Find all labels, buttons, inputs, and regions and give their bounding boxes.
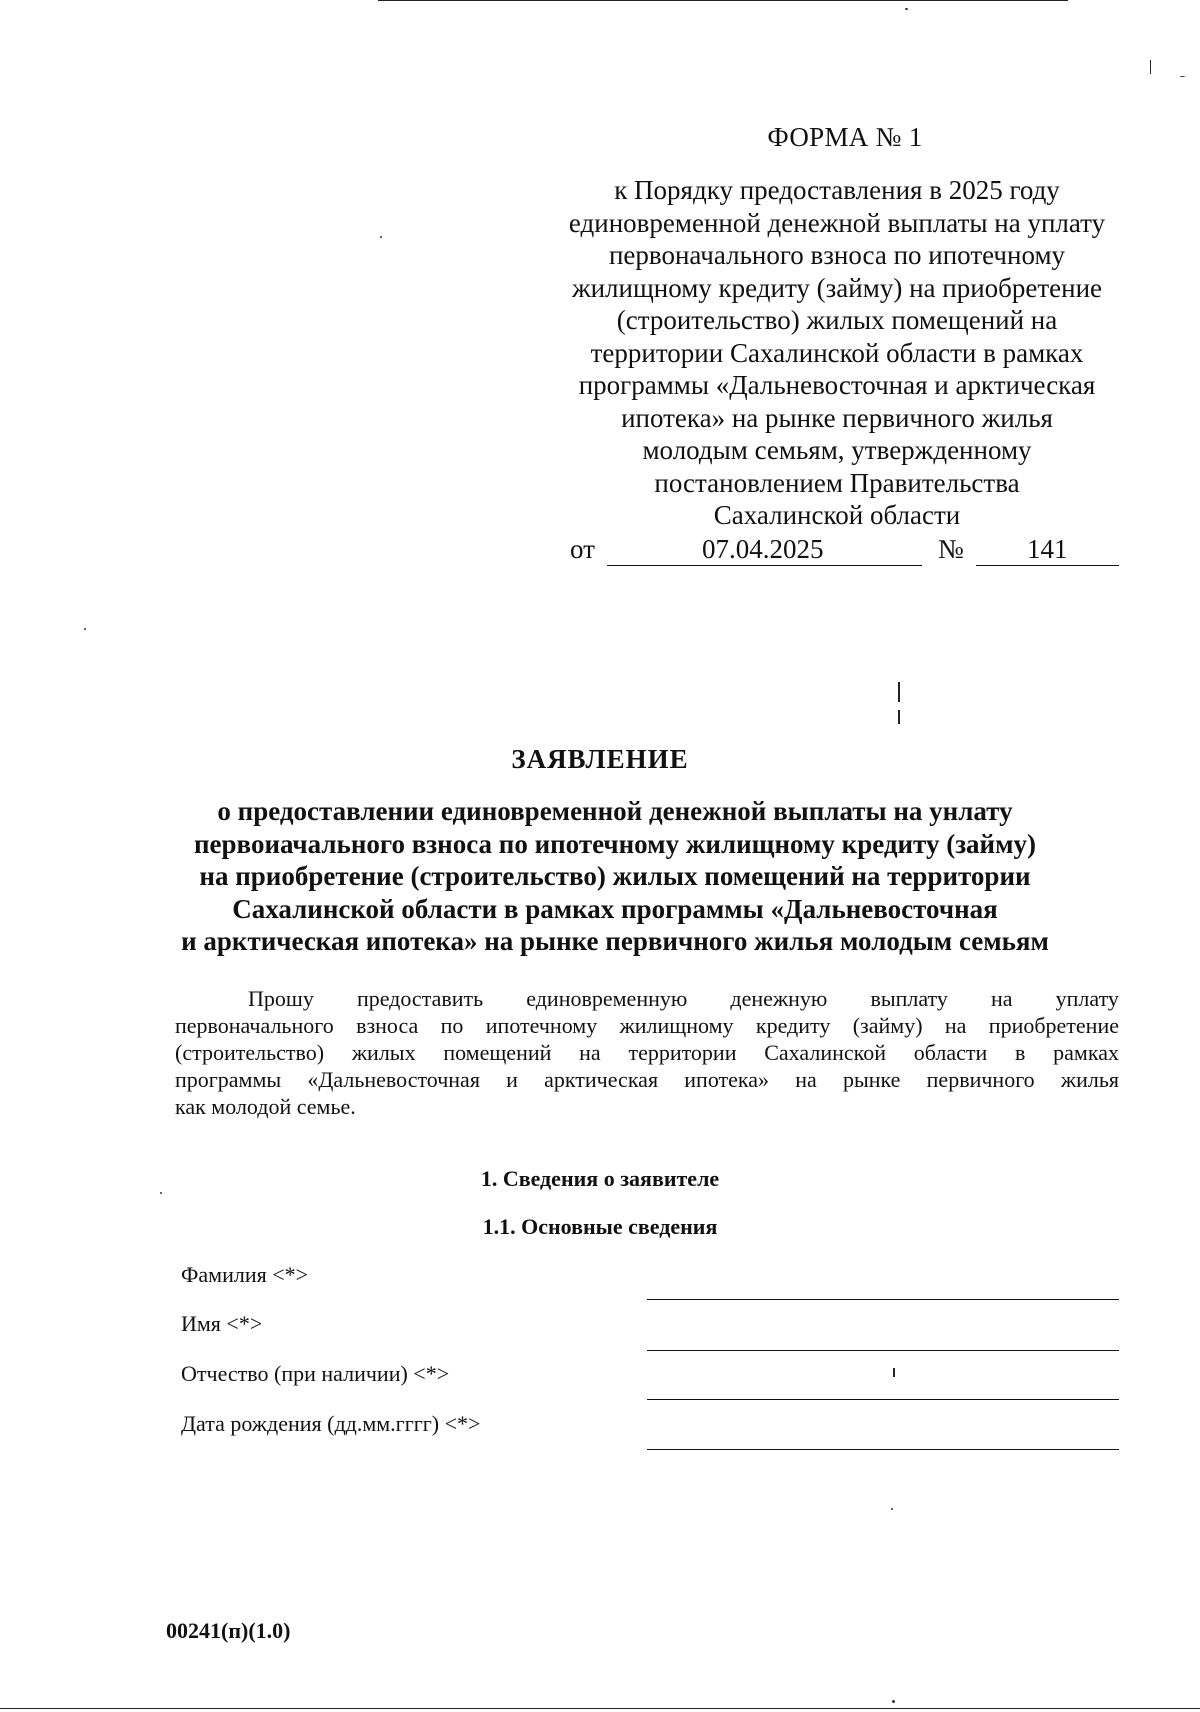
form-reference-line: Сахалинской области	[713, 500, 961, 530]
paragraph-line	[175, 1066, 1119, 1093]
form-code: 00241(п)(1.0)	[166, 1618, 291, 1643]
decree-number: 141	[1027, 534, 1068, 564]
number-underline	[976, 565, 1119, 566]
first-name-field[interactable]	[647, 1350, 1119, 1351]
paragraph-word: уплату	[1055, 986, 1119, 1011]
section-basic-info: 1.1. Основные сведения	[482, 1214, 718, 1239]
application-subtitle	[170, 795, 1060, 958]
form-reference-line: единовременной денежной выплаты на уплату	[568, 207, 1106, 238]
paragraph-word: Прошу	[248, 986, 314, 1011]
paragraph-word: арктическая	[544, 1067, 659, 1092]
paragraph-word: жилья	[1060, 1067, 1119, 1092]
subtitle-line: на приобретение (строительство) жилых помещений на территории	[199, 861, 1031, 891]
form-reference-line: постановлением Правительства	[654, 467, 1020, 498]
paragraph-word: ипотека»	[684, 1067, 770, 1092]
paragraph-word: взноса	[356, 1013, 419, 1038]
paragraph-line	[175, 1012, 1119, 1039]
paragraph-word: предоставить	[356, 986, 484, 1011]
patronymic-label: Отчество (при наличии) <*>	[181, 1361, 450, 1386]
birth-date-label: Дата рождения (дд.мм.гггг) <*>	[181, 1411, 481, 1436]
paragraph-line: как молодой семье.	[175, 1094, 356, 1119]
surname-field[interactable]	[647, 1299, 1119, 1300]
form-reference-line: программы «Дальневосточная и арктическая	[578, 370, 1096, 400]
form-reference-line: ипотека» на рынке первичного жилья	[621, 402, 1053, 433]
paragraph-word: рамках	[1053, 1040, 1119, 1065]
decree-date: 07.04.2025	[702, 534, 824, 564]
subtitle-line: о предоставлении единовременной денежной выплаты на унлату	[217, 796, 1013, 826]
scan-mark	[898, 682, 900, 702]
paragraph-line	[175, 1039, 1119, 1066]
section-applicant-info: 1. Сведения о заявителе	[480, 1166, 720, 1191]
form-reference-text	[548, 174, 1126, 532]
paragraph-word: жилищному	[619, 1013, 734, 1038]
paragraph-word: на	[991, 986, 1013, 1011]
date-underline	[607, 565, 922, 566]
scan-speck	[380, 236, 382, 238]
birth-date-field[interactable]	[647, 1449, 1119, 1450]
date-prefix: от	[570, 534, 595, 564]
paragraph-word: (займу)	[852, 1013, 923, 1038]
form-reference-line: территории Сахалинской области в рамках	[590, 337, 1084, 368]
paragraph-word: первичного	[926, 1067, 1035, 1092]
scan-speck	[905, 8, 908, 10]
paragraph-word: «Дальневосточная	[307, 1067, 480, 1092]
number-prefix: №	[938, 534, 964, 564]
paragraph-word: жилых	[351, 1040, 416, 1065]
request-paragraph	[175, 985, 1119, 1120]
scan-mark	[1150, 60, 1151, 74]
first-name-label: Имя <*>	[181, 1311, 263, 1336]
paragraph-word: кредиту	[755, 1013, 831, 1038]
scan-mark	[898, 710, 900, 724]
paragraph-word: на	[579, 1040, 601, 1065]
subtitle-line: Сахалинской области в рамках программы «Дальневосточная	[232, 893, 998, 924]
paragraph-word: Сахалинской	[764, 1040, 886, 1065]
paragraph-word: единовременную	[526, 986, 688, 1011]
form-reference-line: к Порядку предоставления в 2025 году	[614, 175, 1060, 205]
paragraph-word: рынке	[842, 1067, 901, 1092]
paragraph-word: денежную	[730, 986, 828, 1011]
paragraph-word: области	[913, 1040, 988, 1065]
paragraph-word: приобретение	[988, 1013, 1119, 1038]
paragraph-word: (строительство)	[175, 1040, 325, 1065]
paragraph-word: первоначального	[175, 1013, 334, 1038]
scan-speck	[84, 628, 86, 630]
paragraph-word: и	[506, 1067, 518, 1092]
scan-speck	[892, 1700, 895, 1703]
paragraph-word: ипотечному	[485, 1013, 598, 1038]
scan-speck	[160, 1192, 162, 1194]
application-title: ЗАЯВЛЕНИЕ	[511, 744, 689, 774]
paragraph-word: по	[440, 1013, 464, 1038]
form-reference-line: (строительство) жилых помещений на	[616, 305, 1058, 335]
subtitle-line: и арктическая ипотека» на рынке первичного жилья молодым семьям	[181, 926, 1049, 956]
paragraph-word: программы	[175, 1067, 282, 1092]
paragraph-word: на	[795, 1067, 817, 1092]
form-reference-line: молодым семьям, утвержденному	[642, 435, 1032, 465]
scan-speck	[1180, 76, 1185, 77]
paragraph-word: на	[944, 1013, 967, 1038]
paragraph-word: выплату	[870, 986, 948, 1011]
surname-label: Фамилия <*>	[181, 1262, 309, 1287]
paragraph-word: помещений	[443, 1040, 552, 1065]
bottom-scan-edge	[0, 1708, 1200, 1709]
paragraph-word: в	[1015, 1040, 1026, 1065]
form-reference-line: жилищному кредиту (займу) на приобретение	[571, 272, 1103, 303]
paragraph-word: территории	[628, 1040, 737, 1065]
scan-mark	[893, 1368, 895, 1377]
top-scan-edge	[378, 0, 1068, 1]
decree-date-row	[0, 534, 1200, 574]
scan-speck	[891, 1508, 893, 1510]
form-title: ФОРМА № 1	[767, 122, 923, 152]
paragraph-line	[175, 985, 1119, 1012]
form-reference-line: первоначального взноса по ипотечному	[608, 240, 1066, 270]
patronymic-field[interactable]	[647, 1399, 1119, 1400]
subtitle-line: первоиачального взноса по ипотечному жилищному кредиту (займу)	[194, 828, 1036, 859]
